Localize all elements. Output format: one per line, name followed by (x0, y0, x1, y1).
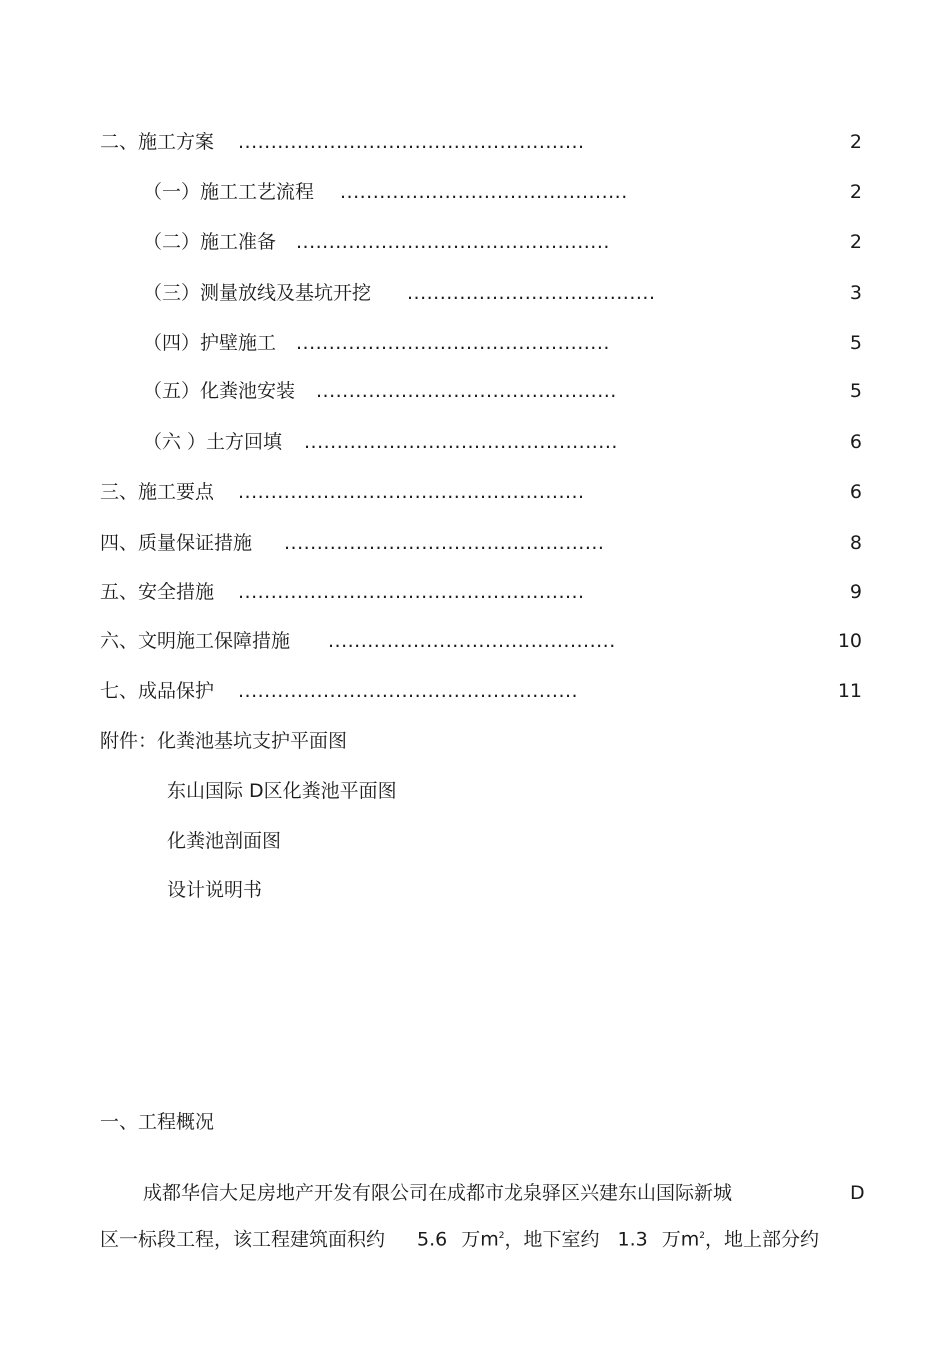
toc-entry[interactable] (0, 329, 950, 357)
toc-leader-dots: ............................................ (340, 181, 628, 203)
toc-page-number: 2 (849, 131, 862, 153)
toc-leader-dots: ................................................ (304, 431, 618, 453)
toc-page-number: 11 (837, 680, 862, 702)
area-value: 1.3 (617, 1228, 648, 1251)
toc-page-number: 5 (849, 332, 862, 354)
unit-superscript: 2 (498, 1231, 505, 1241)
toc-entry-title: 七、成品保护 (100, 680, 215, 702)
toc-page-number: 2 (849, 181, 862, 203)
paragraph-line-tail: D (850, 1182, 865, 1204)
toc-leader-dots: ..................................................... (238, 131, 585, 153)
toc-leader-dots: ................................................ (296, 332, 610, 354)
toc-entry-title: （二）施工准备 (143, 231, 277, 253)
toc-entry-title: 三、施工要点 (100, 481, 215, 503)
toc-entry[interactable] (0, 529, 950, 557)
toc-entry[interactable] (0, 228, 950, 256)
toc-entry[interactable] (0, 377, 950, 405)
paragraph-text: ，地上部分约 (704, 1228, 819, 1251)
toc-entry[interactable] (0, 428, 950, 456)
toc-entry-title: （四）护壁施工 (143, 332, 277, 354)
appendix-label: 附件：化粪池基坑支护平面图 (100, 730, 348, 752)
unit-superscript: 2 (699, 1231, 705, 1241)
appendix-item: 化粪池剖面图 (167, 830, 282, 852)
paragraph-line (100, 1222, 819, 1253)
toc-entry[interactable] (0, 478, 950, 506)
toc-entry-title: （三）测量放线及基坑开挖 (143, 282, 372, 304)
toc-entry-title: （六 ）土方回填 (143, 431, 283, 453)
toc-page-number: 10 (837, 630, 862, 652)
toc-leader-dots: ............................................ (328, 630, 616, 652)
section-heading: 一、工程概况 (100, 1111, 215, 1133)
toc-entry-title: 四、质量保证措施 (100, 532, 253, 554)
toc-page-number: 8 (849, 532, 862, 554)
toc-entry[interactable] (0, 178, 950, 206)
toc-entry[interactable] (0, 677, 950, 705)
appendix-item: 东山国际 D区化粪池平面图 (167, 780, 397, 802)
appendix-item: 设计说明书 (167, 879, 263, 901)
paragraph-text: 区一标段工程，该工程建筑面积约 (100, 1228, 386, 1251)
toc-leader-dots: .............................................. (316, 380, 617, 402)
area-unit: 万m (661, 1228, 700, 1251)
area-value: 5.6 (417, 1228, 448, 1251)
paragraph-text: ，地下室约 (504, 1228, 600, 1251)
paragraph-line: 成都华信大足房地产开发有限公司在成都市龙泉驿区兴建东山国际新城 (143, 1182, 733, 1204)
area-unit: 万m (461, 1228, 499, 1251)
toc-entry[interactable] (0, 128, 950, 156)
toc-page-number: 6 (849, 431, 862, 453)
toc-entry[interactable] (0, 279, 950, 307)
toc-leader-dots: ...................................... (407, 282, 656, 304)
toc-leader-dots: ..................................................... (238, 581, 585, 603)
toc-entry-title: 二、施工方案 (100, 131, 215, 153)
toc-page-number: 5 (849, 380, 862, 402)
toc-entry-title: 五、安全措施 (100, 581, 215, 603)
toc-page-number: 9 (849, 581, 862, 603)
toc-entry[interactable] (0, 578, 950, 606)
toc-page-number: 3 (849, 282, 862, 304)
toc-page-number: 6 (849, 481, 862, 503)
toc-leader-dots: ................................................ (296, 231, 610, 253)
toc-entry-title: （五）化粪池安装 (143, 380, 296, 402)
toc-leader-dots: .................................................... (238, 680, 579, 702)
toc-entry[interactable] (0, 627, 950, 655)
toc-leader-dots: ................................................. (284, 532, 605, 554)
toc-entry-title: 六、文明施工保障措施 (100, 630, 291, 652)
toc-leader-dots: ..................................................... (238, 481, 585, 503)
toc-entry-title: （一）施工工艺流程 (143, 181, 315, 203)
toc-page-number: 2 (849, 231, 862, 253)
